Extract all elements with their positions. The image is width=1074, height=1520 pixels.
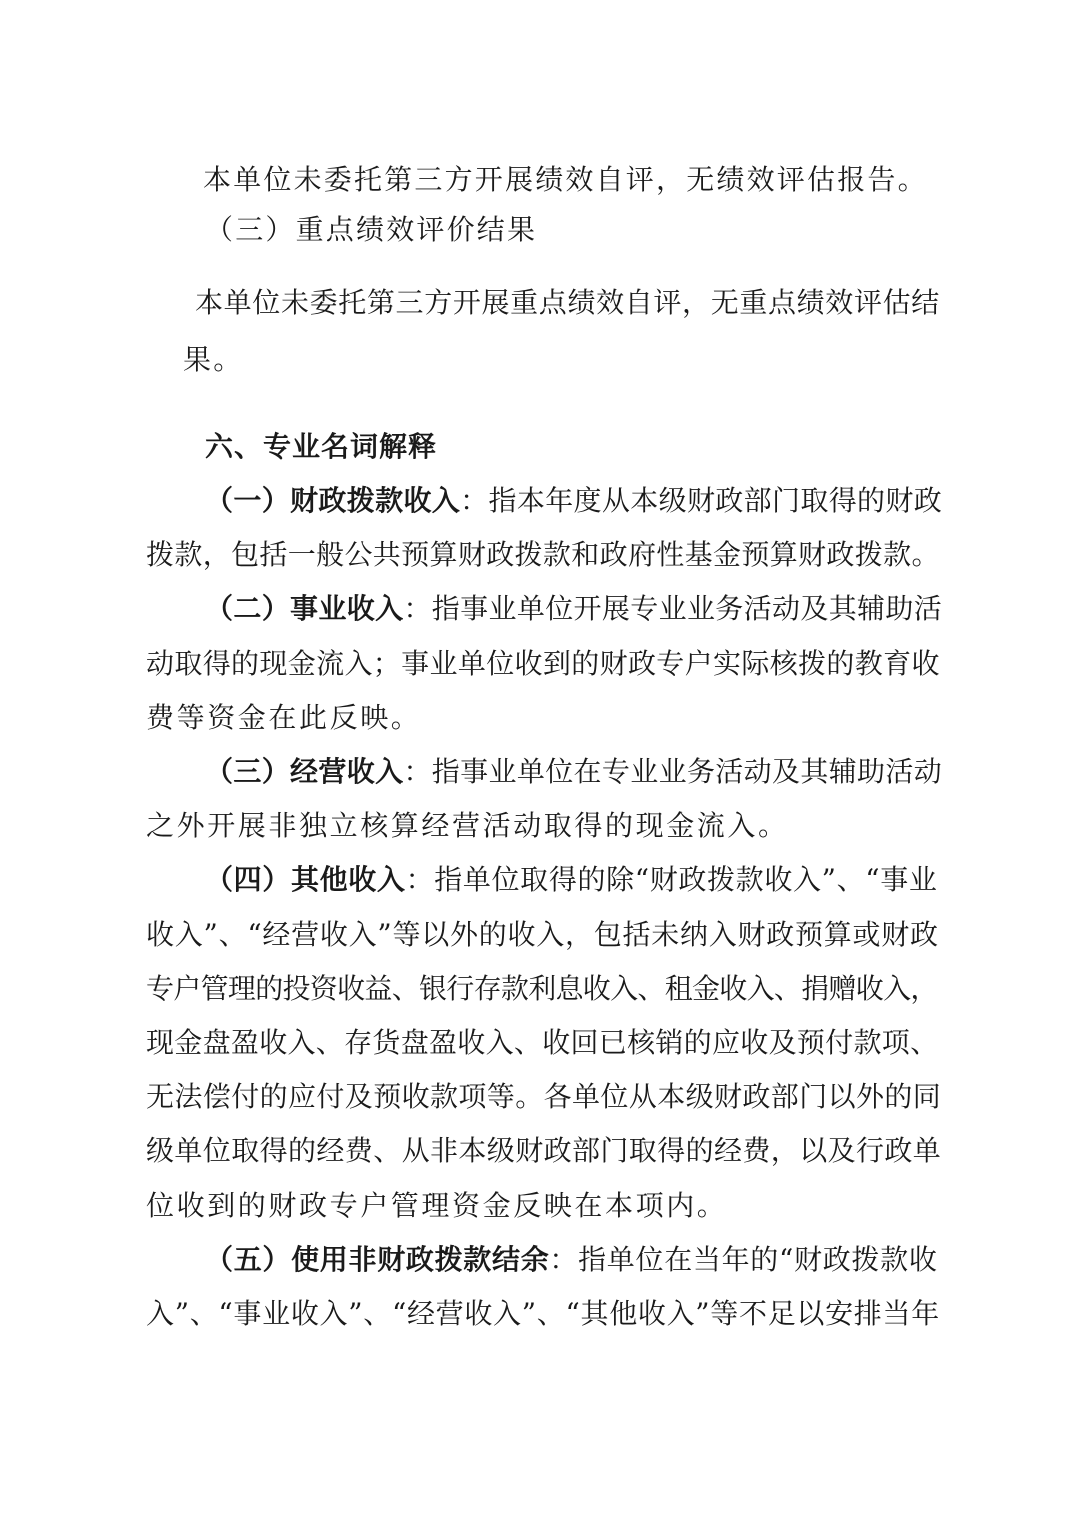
term-definition: ：指事业单位开展专业业务活动及其辅助活: [403, 592, 943, 625]
paragraph-line: [205, 860, 938, 900]
term-label: （五）使用非财政拨款结余: [205, 1243, 550, 1276]
term-label: （四）其他收入: [205, 863, 406, 896]
term-definition: ：指事业单位在专业业务活动及其辅助活动: [403, 755, 943, 788]
paragraph-line: [205, 589, 942, 629]
paragraph-line: 专户管理的投资收益、银行存款利息收入、租金收入、捐赠收入，: [146, 972, 938, 1005]
paragraph-line: 之外开展非独立核算经营活动取得的现金流入。: [146, 809, 789, 842]
paragraph-line: 动取得的现金流入；事业单位收到的财政专户实际核拨的教育收: [146, 647, 940, 680]
term-label: （一）财政拨款收入: [205, 484, 461, 517]
paragraph-line: [205, 1240, 938, 1280]
term-label: （二）事业收入: [205, 592, 404, 625]
paragraph-line: 费等资金在此反映。: [146, 701, 422, 734]
paragraph-line: [205, 752, 942, 792]
paragraph-line: 果。: [183, 343, 244, 376]
term-definition: ：指单位取得的除“财政拨款收入”、“事业: [405, 863, 938, 896]
paragraph-line: 收入”、“经营收入”等以外的收入，包括未纳入财政预算或财政: [146, 918, 939, 951]
term-definition: ：指本年度从本级财政部门取得的财政: [460, 484, 943, 517]
paragraph-line: 无法偿付的应付及预收款项等。各单位从本级财政部门以外的同: [146, 1080, 942, 1113]
section-heading: （三）重点绩效评价结果: [205, 213, 538, 246]
paragraph-line: 现金盘盈收入、存货盘盈收入、收回已核销的应收及预付款项、: [146, 1026, 939, 1059]
term-label: （三）经营收入: [205, 755, 404, 788]
paragraph-line: 拨款，包括一般公共预算财政拨款和政府性基金预算财政拨款。: [146, 538, 940, 571]
paragraph-line: 本单位未委托第三方开展绩效自评，无绩效评估报告。: [203, 163, 928, 196]
paragraph-line: 级单位取得的经费、从非本级财政部门取得的经费，以及行政单: [146, 1134, 942, 1167]
chapter-heading: 六、专业名词解释: [205, 430, 438, 463]
paragraph-line: 入”、“事业收入”、“经营收入”、“其他收入”等不足以安排当年: [146, 1297, 940, 1330]
term-definition: ：指单位在当年的“财政拨款收: [549, 1243, 938, 1276]
paragraph-line: 位收到的财政专户管理资金反映在本项内。: [146, 1189, 728, 1222]
paragraph-line: 本单位未委托第三方开展重点绩效自评，无重点绩效评估结: [195, 286, 940, 319]
paragraph-line: [205, 481, 942, 521]
